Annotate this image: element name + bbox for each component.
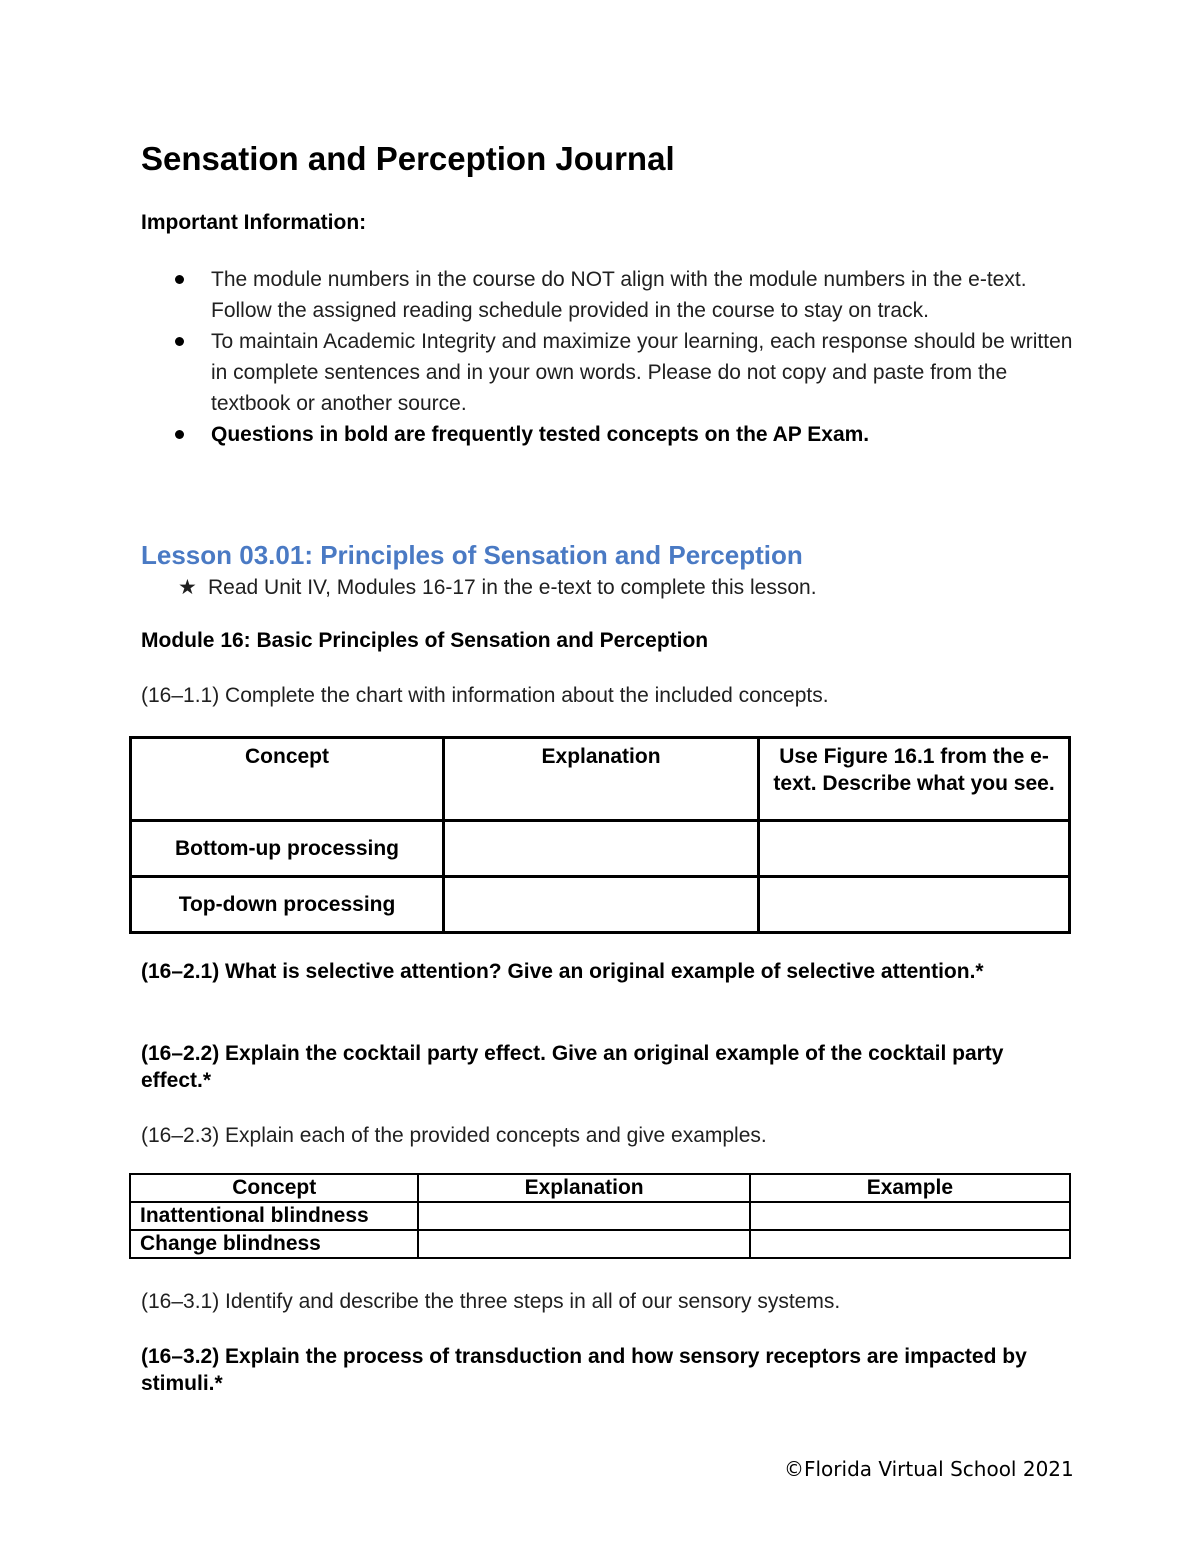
bullet-icon (175, 275, 184, 284)
table-row (130, 1230, 1070, 1258)
table-header-cell: Use Figure 16.1 from the e-text. Describe what you see. (759, 738, 1070, 821)
list-item (173, 264, 1073, 326)
important-info-list (173, 264, 1073, 450)
table-header-cell: Concept (130, 1174, 418, 1202)
page-title: Sensation and Perception Journal (141, 140, 675, 177)
question-16-2-1: (16–2.1) What is selective attention? Give an original example of selective attention.* (141, 960, 984, 983)
module-heading: Module 16: Basic Principles of Sensation and Perception (141, 629, 709, 652)
table-cell: Top-down processing (131, 877, 444, 933)
concepts-examples-table (129, 1173, 1071, 1259)
table-cell-input[interactable] (418, 1230, 749, 1258)
bullet-icon (175, 430, 184, 439)
bullet-text: The module numbers in the course do NOT align with the module numbers in the e-text. Follow the assigned reading schedule provided in the course to stay on track. (211, 268, 1027, 322)
table-cell: Inattentional blindness (130, 1202, 418, 1230)
table-header-cell: Example (750, 1174, 1070, 1202)
table-header-row (130, 1174, 1070, 1202)
question-16-2-2: (16–2.2) Explain the cocktail party effect. Give an original example of the cocktail party effect.* (141, 1042, 1004, 1092)
lesson-heading: Lesson 03.01: Principles of Sensation and Perception (141, 540, 803, 570)
concept-chart-table (129, 736, 1071, 934)
bullet-text: Questions in bold are frequently tested concepts on the AP Exam. (211, 423, 870, 446)
footer-copyright: ©Florida Virtual School 2021 (784, 1457, 1074, 1481)
table-cell: Bottom-up processing (131, 821, 444, 877)
star-icon: ★ (178, 576, 197, 599)
question-16-2-3: (16–2.3) Explain each of the provided concepts and give examples. (141, 1124, 767, 1147)
question-16-1-1: (16–1.1) Complete the chart with information about the included concepts. (141, 684, 829, 707)
table-row (131, 821, 1070, 877)
table-cell-input[interactable] (750, 1230, 1070, 1258)
bullet-text: To maintain Academic Integrity and maximize your learning, each response should be written in complete sentences and in your own words. Please do not copy and paste from the textbook or another source. (211, 330, 1073, 415)
reading-text: Read Unit IV, Modules 16-17 in the e-text to complete this lesson. (208, 576, 817, 599)
table-header-row (131, 738, 1070, 821)
table-cell-input[interactable] (759, 821, 1070, 877)
table-header-cell: Explanation (418, 1174, 749, 1202)
table-cell: Change blindness (130, 1230, 418, 1258)
table-header-cell: Explanation (444, 738, 759, 821)
list-item (173, 326, 1073, 419)
table-cell-input[interactable] (444, 821, 759, 877)
important-info-label: Important Information: (141, 211, 367, 234)
table-cell-input[interactable] (418, 1202, 749, 1230)
question-16-3-2: (16–3.2) Explain the process of transduction and how sensory receptors are impacted by stimuli.* (141, 1345, 1027, 1395)
table-row (131, 877, 1070, 933)
table-header-cell: Concept (131, 738, 444, 821)
reading-assignment (178, 574, 817, 602)
table-cell-input[interactable] (759, 877, 1070, 933)
table-cell-input[interactable] (444, 877, 759, 933)
question-16-3-1: (16–3.1) Identify and describe the three steps in all of our sensory systems. (141, 1290, 841, 1313)
table-row (130, 1202, 1070, 1230)
bullet-icon (175, 337, 184, 346)
list-item (173, 419, 1073, 450)
table-cell-input[interactable] (750, 1202, 1070, 1230)
